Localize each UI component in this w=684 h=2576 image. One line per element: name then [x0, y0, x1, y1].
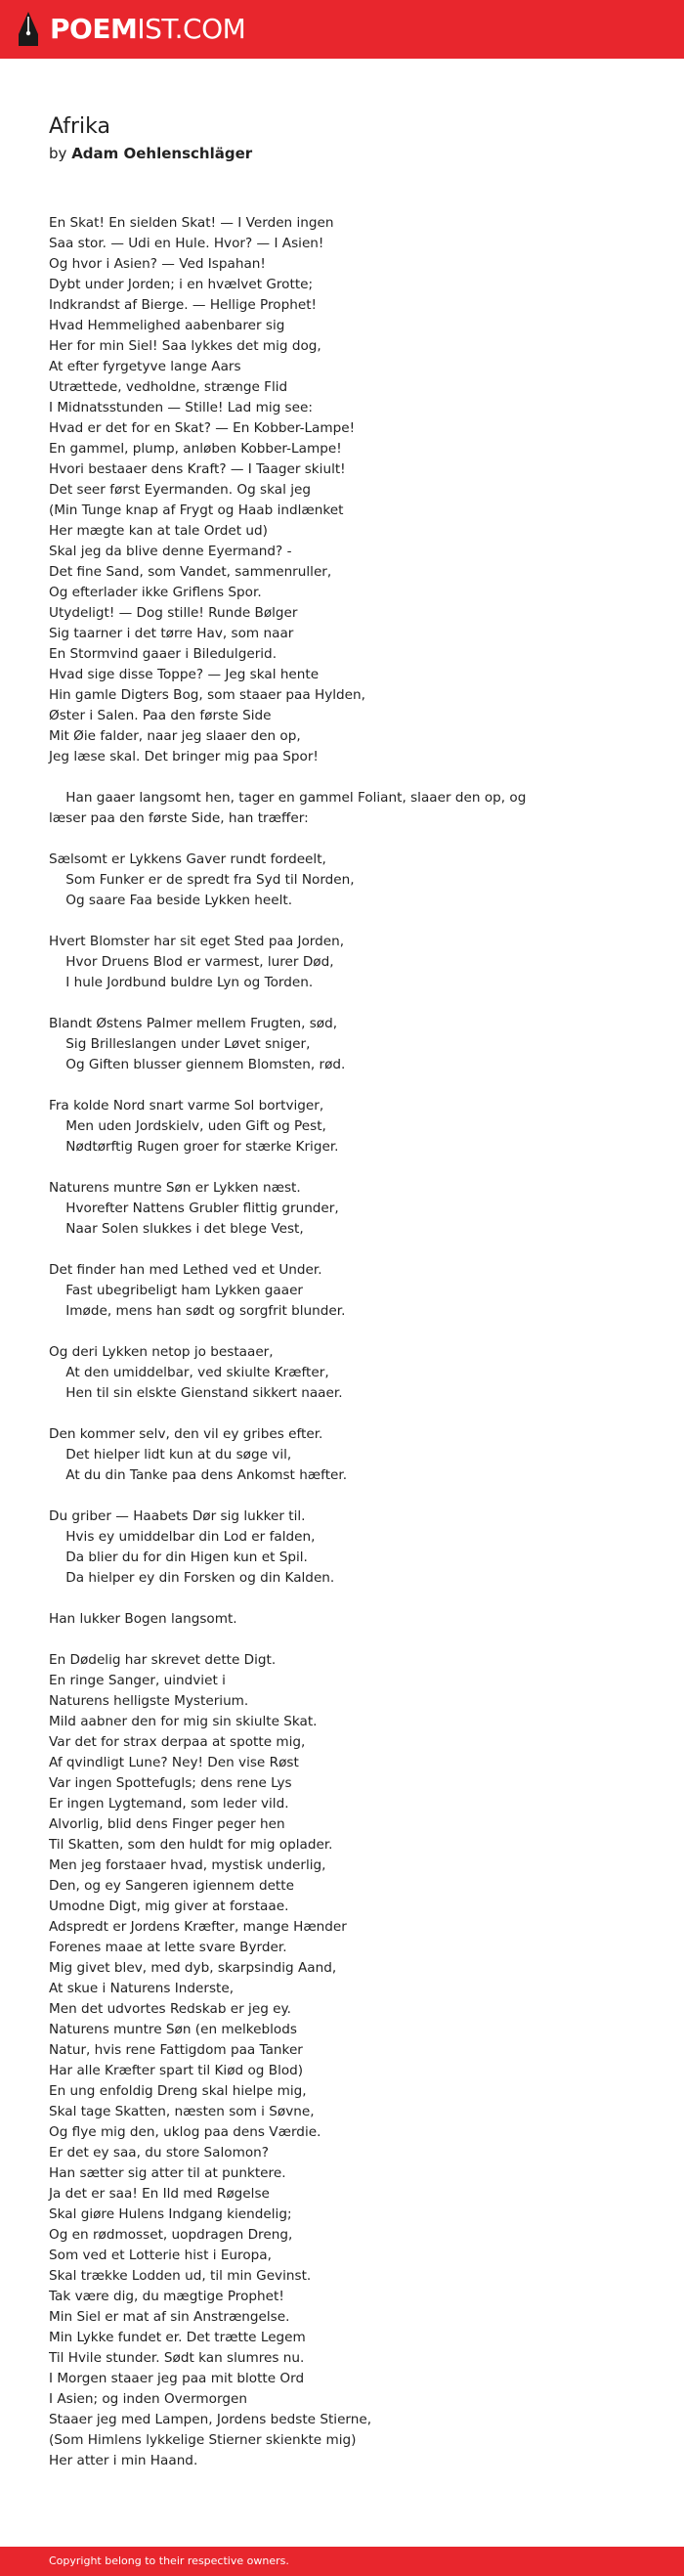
poem-line: [49, 1157, 645, 1178]
poem-line: Han sætter sig atter til at punktere.: [49, 2165, 286, 2181]
poem-line: Utrættede, vedholdne, strænge Flid: [49, 379, 288, 395]
poem-line: [49, 1240, 645, 1260]
site-header: [0, 0, 684, 59]
poem-line: Utydeligt! — Dog stille! Runde Bølger: [49, 605, 298, 621]
poem-line: Hvad sige disse Toppe? — Jeg skal hente: [49, 667, 320, 682]
poem-line: Umodne Digt, mig giver at forstaae.: [49, 1899, 289, 1914]
poem-line: Fra kolde Nord snart varme Sol bortviger,: [49, 1098, 324, 1113]
poem-line: En Skat! En sielden Skat! — I Verden ingen: [49, 215, 334, 231]
poem-line: Det seer først Eyermanden. Og skal jeg: [49, 482, 311, 498]
poem-line: Alvorlig, blid dens Finger peger hen: [49, 1816, 285, 1832]
poem-line: Som Funker er de spredt fra Syd til Norden,: [49, 872, 355, 888]
poem-line: Og en rødmosset, uopdragen Dreng,: [49, 2227, 293, 2243]
poem-line: Naturens muntre Søn (en melkeblods: [49, 2022, 297, 2037]
poem-line: Var ingen Spottefugls; dens rene Lys: [49, 1775, 292, 1791]
poem-line: Hin gamle Digters Bog, som staaer paa Hylden,: [49, 687, 365, 703]
poem-line: Hvori bestaaer dens Kraft? — I Taager skiult!: [49, 461, 346, 477]
poem-line: Hen til sin elskte Gienstand sikkert naaer.: [49, 1385, 343, 1401]
logo-wordmark: POEMIST.COM: [50, 13, 246, 45]
poem-line: Og deri Lykken netop jo bestaaer,: [49, 1344, 274, 1360]
poem-line: Her atter i min Haand.: [49, 2453, 198, 2468]
poem-line: En Stormvind gaaer i Biledulgerid.: [49, 646, 278, 662]
poem-line: Og Giften blusser giennem Blomsten, rød.: [49, 1057, 346, 1072]
poem-line: Og flye mig den, uklog paa dens Værdie.: [49, 2124, 321, 2140]
poem-line: Er ingen Lygtemand, som leder vild.: [49, 1796, 289, 1812]
poem-line: Ja det er saa! En Ild med Røgelse: [49, 2186, 270, 2202]
poem-line: I hule Jordbund buldre Lyn og Torden.: [49, 975, 314, 990]
poem-line: Af qvindligt Lune? Ney! Den vise Røst: [49, 1755, 299, 1770]
poem-line: Mig givet blev, med dyb, skarpsindig Aand,: [49, 1960, 337, 1976]
poem-line: At den umiddelbar, ved skiulte Kræfter,: [49, 1365, 329, 1380]
poem-line: I Midnatsstunden — Stille! Lad mig see:: [49, 400, 313, 415]
poem-line: [49, 1322, 645, 1342]
poem-line: Er det ey saa, du store Salomon?: [49, 2145, 269, 2161]
poem-line: [49, 1589, 645, 1609]
poem-line: Har alle Kræfter spart til Kiød og Blod): [49, 2063, 304, 2078]
poem-line: En ung enfoldig Dreng skal hielpe mig,: [49, 2083, 307, 2099]
poem-heading: [49, 113, 635, 164]
poem-line: Forenes maae at lette svare Byrder.: [49, 1940, 287, 1955]
poem-line: Og saare Faa beside Lykken heelt.: [49, 893, 293, 908]
poem-line: Som ved et Lotterie hist i Europa,: [49, 2248, 272, 2263]
poem-line: [49, 829, 645, 850]
poem-line: Hvis ey umiddelbar din Lod er falden,: [49, 1529, 316, 1545]
poem-line: [49, 1486, 645, 1506]
poem-line: Sælsomt er Lykkens Gaver rundt fordeelt,: [49, 851, 326, 867]
poem-line: En ringe Sanger, uindviet i: [49, 1673, 226, 1688]
poem-body: [49, 213, 645, 2471]
poem-line: En Dødelig har skrevet dette Digt.: [49, 1652, 277, 1668]
poem-line: I Asien; og inden Overmorgen: [49, 2391, 247, 2407]
poem-line: Dybt under Jorden; i en hvælvet Grotte;: [49, 277, 314, 292]
poem-line: Han lukker Bogen langsomt.: [49, 1611, 237, 1627]
poem-line: Det finder han med Lethed ved et Under.: [49, 1262, 322, 1278]
poem-line: Øster i Salen. Paa den første Side: [49, 708, 272, 723]
site-footer: [0, 2547, 684, 2576]
poem-line: Natur, hvis rene Fattigdom paa Tanker: [49, 2042, 303, 2058]
poem-line: Hvor Druens Blod er varmest, lurer Død,: [49, 954, 334, 970]
poem-line: Da hielper ey din Forsken og din Kalden.: [49, 1570, 335, 1586]
poem-line: Og efterlader ikke Griflens Spor.: [49, 585, 262, 600]
poem-line: (Som Himlens lykkelige Stierner skienkte mig): [49, 2432, 357, 2448]
poem-line: Hvert Blomster har sit eget Sted paa Jorden,: [49, 934, 345, 949]
poem-line: I Morgen staaer jeg paa mit blotte Ord: [49, 2371, 305, 2386]
poem-line: Hvad er det for en Skat? — En Kobber-Lampe!: [49, 420, 356, 436]
poem-line: Blandt Østens Palmer mellem Frugten, sød,: [49, 1016, 338, 1031]
poem-line: Naturens muntre Søn er Lykken næst.: [49, 1180, 301, 1196]
poem-line: Da blier du for din Higen kun et Spil.: [49, 1550, 308, 1565]
poem-line: Skal trække Lodden ud, til min Gevinst.: [49, 2268, 312, 2284]
poem-line: Mit Øie falder, naar jeg slaaer den op,: [49, 728, 301, 744]
poem-byline: [49, 143, 635, 164]
poem-line: Men jeg forstaaer hvad, mystisk underlig,: [49, 1857, 326, 1873]
poem-line: Den, og ey Sangeren igiennem dette: [49, 1878, 294, 1894]
poem-line: Saa stor. — Udi en Hule. Hvor? — I Asien!: [49, 236, 324, 251]
poem-line: Imøde, mens han sødt og sorgfrit blunder.: [49, 1303, 346, 1319]
poem-line: Mild aabner den for mig sin skiulte Skat.: [49, 1714, 318, 1729]
poem-line: Staaer jeg med Lampen, Jordens bedste Stierne,: [49, 2412, 372, 2427]
poem-line: Naturens helligste Mysterium.: [49, 1693, 249, 1709]
poem-line: Det fine Sand, som Vandet, sammenruller,: [49, 564, 332, 580]
poem-line: Hvorefter Nattens Grubler flittig grunder,: [49, 1201, 339, 1216]
poem-line: [49, 1630, 645, 1650]
poem-line: Nødtørftig Rugen groer for stærke Kriger.: [49, 1139, 339, 1155]
poem-line: Skal tage Skatten, næsten som i Søvne,: [49, 2104, 315, 2119]
poem-line: Her for min Siel! Saa lykkes det mig dog,: [49, 338, 321, 354]
poem-line: Og hvor i Asien? — Ved Ispahan!: [49, 256, 266, 272]
poem-line: Sig taarner i det tørre Hav, som naar: [49, 626, 294, 641]
poem-line: Tak være dig, du mægtige Prophet!: [49, 2289, 284, 2304]
poem-line: (Min Tunge knap af Frygt og Haab indlænket: [49, 502, 344, 518]
poem-line: Min Siel er mat af sin Anstrængelse.: [49, 2309, 290, 2325]
poem-line: Min Lykke fundet er. Det trætte Legem: [49, 2330, 306, 2345]
poem-line: Skal giøre Hulens Indgang kiendelig;: [49, 2206, 292, 2222]
poem-line: [49, 767, 645, 788]
poem-line: Indkrandst af Bierge. — Hellige Prophet!: [49, 297, 318, 313]
poem-line: Her mægte kan at tale Ordet ud): [49, 523, 268, 539]
poem-line: Fast ubegribeligt ham Lykken gaaer: [49, 1283, 304, 1298]
poem-title: Afrika: [49, 114, 111, 139]
poem-line: Jeg læse skal. Det bringer mig paa Spor!: [49, 749, 319, 764]
poem-line: Skal jeg da blive denne Eyermand? -: [49, 544, 292, 559]
poem-line: Var det for strax derpaa at spotte mig,: [49, 1734, 306, 1750]
poem-line: [49, 911, 645, 932]
poem-line: Du griber — Haabets Dør sig lukker til.: [49, 1508, 306, 1524]
poem-line: Den kommer selv, den vil ey gribes efter.: [49, 1426, 323, 1442]
poem-line: [49, 1075, 645, 1096]
poem-line: Det hielper lidt kun at du søge vil,: [49, 1447, 292, 1463]
poem-line: At efter fyrgetyve lange Aars: [49, 359, 241, 374]
poem-line: [49, 993, 645, 1014]
poem-line: Til Skatten, som den huldt for mig oplader.: [49, 1837, 333, 1853]
poem-line: Til Hvile stunder. Sødt kan slumres nu.: [49, 2350, 305, 2366]
by-label: by: [49, 145, 67, 162]
poem-line: Hvad Hemmelighed aabenbarer sig: [49, 318, 285, 333]
poem-line: Men det udvortes Redskab er jeg ey.: [49, 2001, 291, 2017]
poem-line: At du din Tanke paa dens Ankomst hæfter.: [49, 1467, 348, 1483]
poem-line: At skue i Naturens Inderste,: [49, 1981, 235, 1996]
author-link[interactable]: Adam Oehlenschläger: [71, 145, 253, 162]
pen-nib-icon: [17, 11, 40, 48]
poem-line: En gammel, plump, anløben Kobber-Lampe!: [49, 441, 342, 457]
poem-line: Sig Brilleslangen under Løvet sniger,: [49, 1036, 311, 1052]
poem-line: Han gaaer langsomt hen, tager en gammel Foliant, slaaer den op, og: [49, 790, 527, 806]
poem-line: læser paa den første Side, han træffer:: [49, 810, 309, 826]
poem-line: Naar Solen slukkes i det blege Vest,: [49, 1221, 304, 1237]
poem-line: [49, 1404, 645, 1424]
poem-line: Men uden Jordskielv, uden Gift og Pest,: [49, 1118, 326, 1134]
copyright-notice: Copyright belong to their respective owners.: [49, 2554, 289, 2567]
site-logo[interactable]: [17, 10, 245, 49]
poem-line: Adspredt er Jordens Kræfter, mange Hænder: [49, 1919, 347, 1935]
